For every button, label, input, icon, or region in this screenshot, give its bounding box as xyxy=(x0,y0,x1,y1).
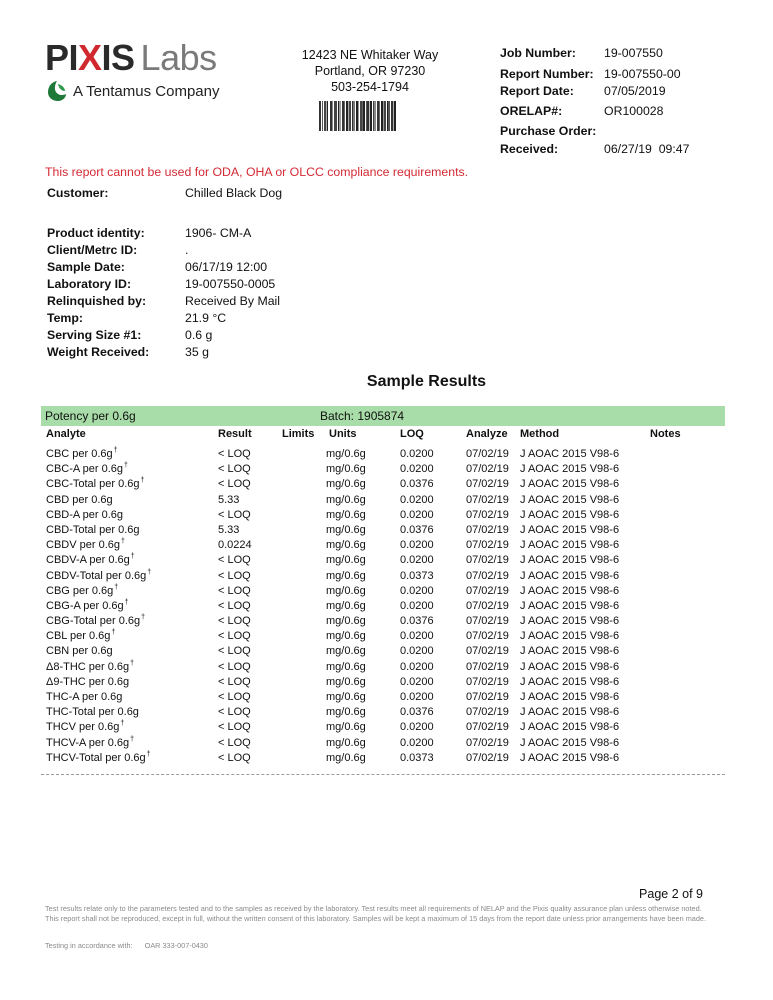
method-cell: J AOAC 2015 V98-6 xyxy=(520,721,620,734)
serving-size-row xyxy=(47,328,212,342)
analyte-cell: CBL per 0.6g† xyxy=(46,629,116,643)
method-cell: J AOAC 2015 V98-6 xyxy=(520,554,620,567)
analyte-cell: THC-A per 0.6g xyxy=(46,691,123,703)
units-cell: mg/0.6g xyxy=(326,554,366,567)
result-cell: < LOQ xyxy=(218,691,251,703)
testing-accordance-value: OAR 333-007-0430 xyxy=(144,941,208,950)
report-date-value: 07/05/2019 xyxy=(604,84,666,98)
table-row xyxy=(0,554,773,569)
laboratory-id-label: Laboratory ID: xyxy=(47,277,132,291)
table-row xyxy=(0,448,773,463)
loq-cell: 0.0200 xyxy=(400,675,434,688)
potency-section-header xyxy=(41,406,725,426)
loq-cell: 0.0200 xyxy=(400,584,434,597)
footer-testing-accordance xyxy=(45,941,208,950)
customer-row xyxy=(47,186,282,200)
result-cell: < LOQ xyxy=(218,751,251,764)
job-number-row xyxy=(500,46,663,60)
table-row xyxy=(0,509,773,524)
results-table-body xyxy=(0,448,773,767)
analyze-date-cell: 07/02/19 xyxy=(466,691,509,703)
table-row xyxy=(0,691,773,706)
analyze-date-cell: 07/02/19 xyxy=(466,615,509,628)
table-row xyxy=(0,524,773,539)
potency-section-label: Potency per 0.6g xyxy=(45,409,136,423)
analyze-date-cell: 07/02/19 xyxy=(466,599,509,612)
units-cell: mg/0.6g xyxy=(326,463,366,476)
orelap-row xyxy=(500,104,663,118)
analyte-cell: THC-Total per 0.6g xyxy=(46,706,139,719)
logo-wordmark xyxy=(45,37,275,78)
relinquished-by-label: Relinquished by: xyxy=(47,294,147,308)
temp-value: 21.9 °C xyxy=(185,311,227,325)
analyte-cell: CBG-Total per 0.6g† xyxy=(46,614,146,628)
loq-cell: 0.0200 xyxy=(400,463,434,476)
method-cell: J AOAC 2015 V98-6 xyxy=(520,599,620,612)
method-cell: J AOAC 2015 V98-6 xyxy=(520,584,620,597)
analyte-cell: CBDV per 0.6g† xyxy=(46,538,125,552)
sample-date-label: Sample Date: xyxy=(47,260,125,274)
column-header-units: Units xyxy=(329,428,357,440)
analyte-cell: CBN per 0.6g xyxy=(46,645,113,658)
column-header-analyze: Analyze xyxy=(466,428,508,440)
result-cell: < LOQ xyxy=(218,645,251,658)
result-cell: < LOQ xyxy=(218,630,251,643)
analyte-cell: CBD-A per 0.6g xyxy=(46,508,124,521)
units-cell: mg/0.6g xyxy=(326,691,366,703)
units-cell: mg/0.6g xyxy=(326,523,366,536)
loq-cell: 0.0376 xyxy=(400,615,434,628)
loq-cell: 0.0200 xyxy=(400,691,434,703)
received-label: Received: xyxy=(500,142,559,156)
analyze-date-cell: 07/02/19 xyxy=(466,508,509,521)
result-cell: 5.33 xyxy=(218,493,240,506)
client-metrc-id-row xyxy=(47,243,188,257)
result-cell: < LOQ xyxy=(218,660,251,673)
address-city: Portland, OR 97230 xyxy=(314,64,426,78)
analyze-date-cell: 07/02/19 xyxy=(466,630,509,643)
serving-size-label: Serving Size #1: xyxy=(47,328,142,342)
barcode-icon xyxy=(319,101,407,131)
table-row xyxy=(0,539,773,554)
logo-text-pi: PI xyxy=(45,37,79,78)
units-cell: mg/0.6g xyxy=(326,645,366,658)
method-cell: J AOAC 2015 V98-6 xyxy=(520,463,620,476)
result-cell: < LOQ xyxy=(218,706,251,719)
sample-date-row xyxy=(47,260,267,274)
analyze-date-cell: 07/02/19 xyxy=(466,493,509,506)
laboratory-id-value: 19-007550-0005 xyxy=(185,277,276,291)
table-row xyxy=(0,706,773,721)
units-cell: mg/0.6g xyxy=(326,508,366,521)
analyze-date-cell: 07/02/19 xyxy=(466,539,509,552)
analyte-cell: CBDV-A per 0.6g† xyxy=(46,553,135,567)
analyze-date-cell: 07/02/19 xyxy=(466,645,509,658)
orelap-value: OR100028 xyxy=(604,104,664,118)
units-cell: mg/0.6g xyxy=(326,448,366,460)
table-row xyxy=(0,676,773,691)
units-cell: mg/0.6g xyxy=(326,721,366,734)
method-cell: J AOAC 2015 V98-6 xyxy=(520,660,620,673)
analyte-cell: THCV-A per 0.6g† xyxy=(46,735,135,749)
analyte-cell: THCV-Total per 0.6g† xyxy=(46,750,151,764)
loq-cell: 0.0200 xyxy=(400,736,434,749)
units-cell: mg/0.6g xyxy=(326,493,366,506)
analyze-date-cell: 07/02/19 xyxy=(466,569,509,582)
result-cell: < LOQ xyxy=(218,463,251,476)
received-row xyxy=(500,142,689,156)
units-cell: mg/0.6g xyxy=(326,615,366,628)
customer-label: Customer: xyxy=(47,186,109,200)
analyte-cell: CBC per 0.6g† xyxy=(46,447,118,460)
method-cell: J AOAC 2015 V98-6 xyxy=(520,478,620,491)
units-cell: mg/0.6g xyxy=(326,584,366,597)
analyte-cell: CBG per 0.6g† xyxy=(46,583,119,597)
loq-cell: 0.0200 xyxy=(400,721,434,734)
footer-disclaimer: Test results relate only to the parameters tested and to the samples as received by the laboratory. Test results meet all requirements of NELAP and the Pixis quality assurance plan unless otherwise noted. This report shall not be reproduced, except in full, without the written consent of this laboratory. Samples will be kept a maximum of 15 days from the report date unless prior arrangements have been made. xyxy=(45,904,706,923)
serving-size-value: 0.6 g xyxy=(185,328,213,342)
result-cell: 5.33 xyxy=(218,523,240,536)
result-cell: < LOQ xyxy=(218,584,251,597)
method-cell: J AOAC 2015 V98-6 xyxy=(520,645,620,658)
column-header-analyte: Analyte xyxy=(46,428,86,440)
result-cell: < LOQ xyxy=(218,448,251,460)
units-cell: mg/0.6g xyxy=(326,539,366,552)
relinquished-by-row xyxy=(47,294,280,308)
sample-date-value: 06/17/19 12:00 xyxy=(185,260,268,274)
table-row xyxy=(0,615,773,630)
loq-cell: 0.0200 xyxy=(400,448,434,460)
table-row xyxy=(0,463,773,478)
table-row xyxy=(0,721,773,736)
logo-tagline: A Tentamus Company xyxy=(73,82,220,100)
product-identity-label: Product identity: xyxy=(47,226,145,240)
sample-results-title-text: Sample Results xyxy=(366,373,487,390)
temp-row xyxy=(47,311,226,325)
method-cell: J AOAC 2015 V98-6 xyxy=(520,691,620,703)
analyte-cell: CBD per 0.6g xyxy=(46,493,113,506)
received-value: 06/27/19 09:47 xyxy=(604,142,690,156)
loq-cell: 0.0373 xyxy=(400,751,434,764)
result-cell: < LOQ xyxy=(218,615,251,628)
table-row xyxy=(0,661,773,676)
analyze-date-cell: 07/02/19 xyxy=(466,751,509,764)
method-cell: J AOAC 2015 V98-6 xyxy=(520,493,620,506)
table-row xyxy=(0,752,773,767)
table-row xyxy=(0,600,773,615)
testing-accordance-label: Testing in accordance with: xyxy=(45,941,133,950)
column-header-method: Method xyxy=(520,428,560,440)
analyte-cell: CBD-Total per 0.6g xyxy=(46,523,140,536)
logo-tagline-row xyxy=(47,80,275,102)
table-row xyxy=(0,585,773,600)
loq-cell: 0.0200 xyxy=(400,493,434,506)
units-cell: mg/0.6g xyxy=(326,630,366,643)
report-number-value: 19-007550-00 xyxy=(604,67,681,81)
units-cell: mg/0.6g xyxy=(326,751,366,764)
column-header-limits: Limits xyxy=(282,428,315,440)
method-cell: J AOAC 2015 V98-6 xyxy=(520,569,620,582)
lab-address xyxy=(290,47,450,95)
analyze-date-cell: 07/02/19 xyxy=(466,448,509,460)
result-cell: 0.0224 xyxy=(218,539,252,552)
result-cell: < LOQ xyxy=(218,736,251,749)
method-cell: J AOAC 2015 V98-6 xyxy=(520,539,620,552)
table-row xyxy=(0,630,773,645)
column-header-result: Result xyxy=(218,428,252,440)
compliance-notice: This report cannot be used for ODA, OHA or OLCC compliance requirements. xyxy=(45,165,469,179)
page-number: Page 2 of 9 xyxy=(639,887,703,901)
report-number-row xyxy=(500,67,681,81)
analyze-date-cell: 07/02/19 xyxy=(466,463,509,476)
logo-text-labs: Labs xyxy=(140,37,217,78)
result-cell: < LOQ xyxy=(218,675,251,688)
table-row xyxy=(0,494,773,509)
method-cell: J AOAC 2015 V98-6 xyxy=(520,523,620,536)
loq-cell: 0.0376 xyxy=(400,478,434,491)
product-identity-row xyxy=(47,226,251,240)
temp-label: Temp: xyxy=(47,311,83,325)
units-cell: mg/0.6g xyxy=(326,599,366,612)
weight-received-row xyxy=(47,345,209,359)
table-end-divider xyxy=(41,774,725,775)
analyze-date-cell: 07/02/19 xyxy=(466,721,509,734)
logo-text-is: IS xyxy=(101,37,135,78)
method-cell: J AOAC 2015 V98-6 xyxy=(520,508,620,521)
loq-cell: 0.0200 xyxy=(400,539,434,552)
loq-cell: 0.0200 xyxy=(400,599,434,612)
loq-cell: 0.0373 xyxy=(400,569,434,582)
address-phone: 503-254-1794 xyxy=(331,80,409,94)
result-cell: < LOQ xyxy=(218,554,251,567)
column-header-loq: LOQ xyxy=(400,428,424,440)
product-identity-value: 1906- CM-A xyxy=(185,226,252,240)
loq-cell: 0.0200 xyxy=(400,660,434,673)
method-cell: J AOAC 2015 V98-6 xyxy=(520,448,620,460)
report-date-row xyxy=(500,84,666,98)
analyte-cell: Δ8-THC per 0.6g† xyxy=(46,659,135,673)
customer-value: Chilled Black Dog xyxy=(185,186,283,200)
units-cell: mg/0.6g xyxy=(326,660,366,673)
analyze-date-cell: 07/02/19 xyxy=(466,584,509,597)
table-row xyxy=(0,478,773,493)
loq-cell: 0.0376 xyxy=(400,523,434,536)
analyte-cell: THCV per 0.6g† xyxy=(46,720,125,734)
purchase-order-label: Purchase Order: xyxy=(500,124,597,138)
result-cell: < LOQ xyxy=(218,721,251,734)
analyze-date-cell: 07/02/19 xyxy=(466,523,509,536)
column-header-notes: Notes xyxy=(650,428,681,440)
method-cell: J AOAC 2015 V98-6 xyxy=(520,615,620,628)
analyze-date-cell: 07/02/19 xyxy=(466,478,509,491)
result-cell: < LOQ xyxy=(218,508,251,521)
table-row xyxy=(0,737,773,752)
result-cell: < LOQ xyxy=(218,599,251,612)
report-number-label: Report Number: xyxy=(500,67,594,81)
method-cell: J AOAC 2015 V98-6 xyxy=(520,706,620,719)
analyte-cell: CBG-A per 0.6g† xyxy=(46,598,129,612)
loq-cell: 0.0200 xyxy=(400,645,434,658)
method-cell: J AOAC 2015 V98-6 xyxy=(520,736,620,749)
table-row xyxy=(0,645,773,660)
loq-cell: 0.0376 xyxy=(400,706,434,719)
pixis-labs-logo xyxy=(45,37,275,100)
analyze-date-cell: 07/02/19 xyxy=(466,675,509,688)
job-number-value: 19-007550 xyxy=(604,46,663,60)
batch-label: Batch: 1905874 xyxy=(320,409,405,423)
analyte-cell: CBC-A per 0.6g† xyxy=(46,462,128,476)
loq-cell: 0.0200 xyxy=(400,508,434,521)
analyte-cell: Δ9-THC per 0.6g xyxy=(46,675,130,688)
analyze-date-cell: 07/02/19 xyxy=(466,660,509,673)
result-cell: < LOQ xyxy=(218,478,251,491)
units-cell: mg/0.6g xyxy=(326,736,366,749)
analyze-date-cell: 07/02/19 xyxy=(466,554,509,567)
address-street: 12423 NE Whitaker Way xyxy=(301,48,439,62)
method-cell: J AOAC 2015 V98-6 xyxy=(520,630,620,643)
weight-received-label: Weight Received: xyxy=(47,345,150,359)
loq-cell: 0.0200 xyxy=(400,554,434,567)
analyze-date-cell: 07/02/19 xyxy=(466,706,509,719)
analyte-cell: CBDV-Total per 0.6g† xyxy=(46,568,152,582)
analyze-date-cell: 07/02/19 xyxy=(466,736,509,749)
relinquished-by-value: Received By Mail xyxy=(185,294,280,308)
units-cell: mg/0.6g xyxy=(326,478,366,491)
units-cell: mg/0.6g xyxy=(326,675,366,688)
weight-received-value: 35 g xyxy=(185,345,209,359)
tentamus-leaf-icon xyxy=(47,80,67,102)
units-cell: mg/0.6g xyxy=(326,706,366,719)
report-date-label: Report Date: xyxy=(500,84,574,98)
loq-cell: 0.0200 xyxy=(400,630,434,643)
client-metrc-id-label: Client/Metrc ID: xyxy=(47,243,138,257)
sample-results-title xyxy=(0,373,773,391)
job-number-label: Job Number: xyxy=(500,46,576,60)
analyte-cell: CBC-Total per 0.6g† xyxy=(46,477,145,491)
purchase-order-row xyxy=(500,124,604,138)
method-cell: J AOAC 2015 V98-6 xyxy=(520,675,620,688)
table-row xyxy=(0,570,773,585)
method-cell: J AOAC 2015 V98-6 xyxy=(520,751,620,764)
units-cell: mg/0.6g xyxy=(326,569,366,582)
logo-text-x: X xyxy=(78,37,102,78)
client-metrc-id-value: . xyxy=(185,243,189,257)
orelap-label: ORELAP#: xyxy=(500,104,563,118)
result-cell: < LOQ xyxy=(218,569,251,582)
laboratory-id-row xyxy=(47,277,275,291)
